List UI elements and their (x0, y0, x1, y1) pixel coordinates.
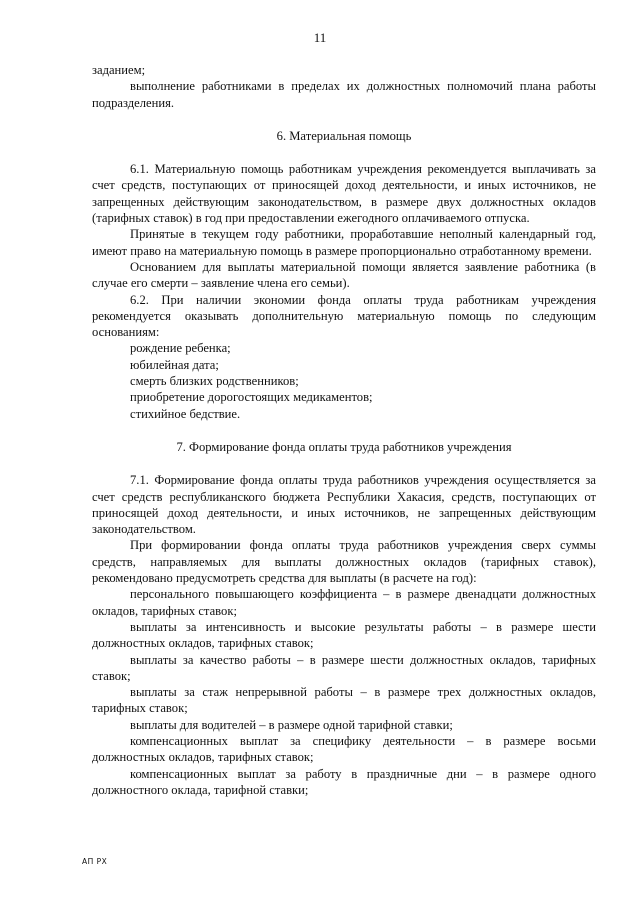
document-body (92, 62, 596, 798)
footer-stamp: АП РХ (82, 857, 108, 866)
list-item: выплаты для водителей – в размере одной тарифной ставки; (130, 717, 453, 732)
section-6-heading: 6. Материальная помощь (276, 128, 412, 143)
list-item: рождение ребенка; (130, 341, 231, 356)
list-item: компенсационных выплат за работу в праздничные дни – в размере одного должностного оклада, тарифной ставки; (92, 766, 596, 797)
section-6-paragraph-2: Принятые в текущем году работники, проработавшие неполный календарный год, имеют право на материальную помощь в размере пропорционально отработанному времени. (92, 227, 596, 258)
section-7-paragraph-1: 7.1. Формирование фонда оплаты труда работников учреждения осуществляется за счет средств республиканского бюджета Республики Хакасия, средств, поступающих от приносящей доход деятельности, и иных источников, не запрещенных действующим законодательством. (92, 473, 596, 537)
list-item: смерть близких родственников; (130, 374, 299, 389)
continuation-paragraph: выполнение работниками в пределах их должностных полномочий плана работы подразделения. (92, 79, 596, 110)
continuation-line: заданием; (92, 63, 146, 77)
list-item: компенсационных выплат за специфику деятельности – в размере восьми должностных окладов, тарифных ставок; (92, 733, 596, 765)
section-6-paragraph-3: Основанием для выплаты материальной помощи является заявление работника (в случае его смерти – заявление члена его семьи). (92, 259, 596, 291)
list-item: выплаты за качество работы – в размере шести должностных окладов, тарифных ставок; (92, 652, 596, 683)
section-6-paragraph-4: 6.2. При наличии экономии фонда оплаты труда работникам учреждения рекомендуется оказывать дополнительную материальную помощь по следующим основаниям: (92, 292, 596, 340)
list-item: персонального повышающего коэффициента – в размере двенадцати должностных окладов, тарифных ставок; (92, 587, 596, 618)
section-7-heading: 7. Формирование фонда оплаты труда работников учреждения (176, 439, 512, 454)
list-item: юбилейная дата; (130, 357, 219, 372)
section-7-paragraph-2: При формировании фонда оплаты труда работников учреждения сверх суммы средств, направляемых для выплаты должностных окладов (тарифных ставок), рекомендовано предусмотреть средства для выплаты (в расчете на год): (92, 538, 596, 586)
list-item: выплаты за стаж непрерывной работы – в размере трех должностных окладов, тарифных ставок; (92, 685, 596, 716)
section-6-paragraph-1: 6.1. Материальную помощь работникам учреждения рекомендуется выплачивать за счет средств, поступающих от приносящей доход деятельности, и иных источников, не запрещенных действующим законодательством, в размере двух должностных окладов (тарифных ставок) в год при предоставлении ежегодного оплачиваемого отпуска. (92, 162, 596, 226)
list-item: приобретение дорогостоящих медикаментов; (130, 390, 373, 405)
page-number: 11 (313, 30, 327, 45)
list-item: выплаты за интенсивность и высокие результаты работы – в размере шести должностных окладов, тарифных ставок; (92, 619, 596, 651)
list-item: стихийное бедствие. (130, 406, 241, 421)
